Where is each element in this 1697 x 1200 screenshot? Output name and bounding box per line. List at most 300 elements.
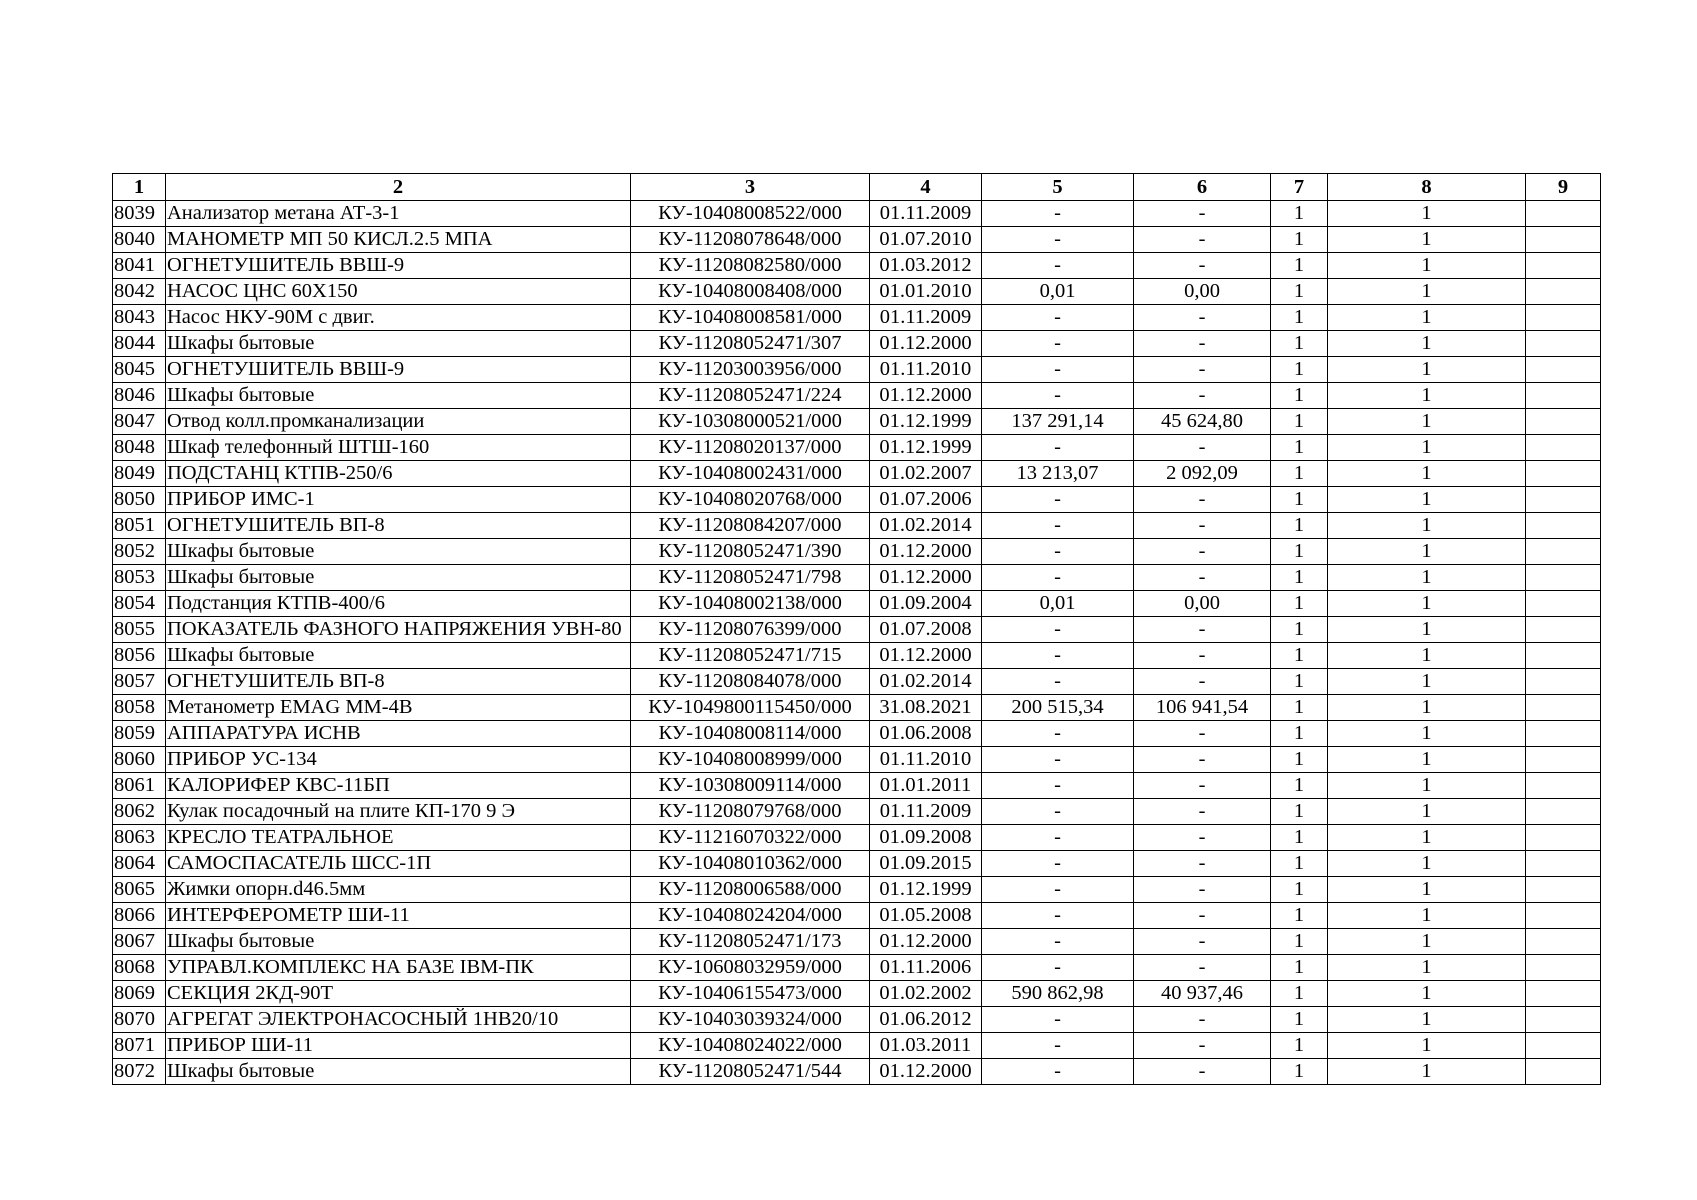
value-6-cell: -: [1134, 513, 1271, 539]
row-number-cell: 8066: [113, 903, 166, 929]
row-number-cell: 8041: [113, 253, 166, 279]
column-header-5: 5: [982, 174, 1134, 201]
qty-8-cell: 1: [1328, 435, 1526, 461]
table-row: [113, 903, 1601, 929]
qty-7-cell: 1: [1271, 279, 1328, 305]
row-number-cell: 8044: [113, 331, 166, 357]
column-header-3: 3: [631, 174, 870, 201]
date-cell: 01.09.2004: [870, 591, 982, 617]
qty-7-cell: 1: [1271, 1059, 1328, 1085]
date-cell: 01.02.2014: [870, 513, 982, 539]
value-5-cell: -: [982, 773, 1134, 799]
qty-7-cell: 1: [1271, 981, 1328, 1007]
inventory-code-cell: КУ-11208052471/715: [631, 643, 870, 669]
value-6-cell: -: [1134, 565, 1271, 591]
qty-7-cell: 1: [1271, 409, 1328, 435]
item-name-cell: ПРИБОР УС-134: [166, 747, 631, 773]
value-6-cell: -: [1134, 201, 1271, 227]
qty-7-cell: 1: [1271, 487, 1328, 513]
inventory-code-cell: КУ-11208076399/000: [631, 617, 870, 643]
qty-8-cell: 1: [1328, 383, 1526, 409]
value-5-cell: -: [982, 1059, 1134, 1085]
col-9-cell: [1526, 227, 1601, 253]
col-9-cell: [1526, 825, 1601, 851]
value-6-cell: -: [1134, 903, 1271, 929]
qty-7-cell: 1: [1271, 643, 1328, 669]
qty-7-cell: 1: [1271, 357, 1328, 383]
item-name-cell: Анализатор метана АТ-3-1: [166, 201, 631, 227]
row-number-cell: 8049: [113, 461, 166, 487]
table-row: [113, 357, 1601, 383]
col-9-cell: [1526, 201, 1601, 227]
row-number-cell: 8063: [113, 825, 166, 851]
qty-7-cell: 1: [1271, 617, 1328, 643]
value-6-cell: -: [1134, 357, 1271, 383]
table-row: [113, 409, 1601, 435]
value-6-cell: -: [1134, 383, 1271, 409]
qty-7-cell: 1: [1271, 955, 1328, 981]
row-number-cell: 8053: [113, 565, 166, 591]
item-name-cell: УПРАВЛ.КОМПЛЕКС НА БАЗЕ IBM-ПК: [166, 955, 631, 981]
value-6-cell: 0,00: [1134, 591, 1271, 617]
value-6-cell: -: [1134, 539, 1271, 565]
inventory-code-cell: КУ-10308009114/000: [631, 773, 870, 799]
col-9-cell: [1526, 1059, 1601, 1085]
col-9-cell: [1526, 721, 1601, 747]
value-6-cell: -: [1134, 851, 1271, 877]
date-cell: 01.02.2002: [870, 981, 982, 1007]
item-name-cell: ОГНЕТУШИТЕЛЬ ВВШ-9: [166, 357, 631, 383]
qty-8-cell: 1: [1328, 903, 1526, 929]
qty-7-cell: 1: [1271, 903, 1328, 929]
qty-8-cell: 1: [1328, 1007, 1526, 1033]
row-number-cell: 8060: [113, 747, 166, 773]
row-number-cell: 8067: [113, 929, 166, 955]
table-body: [113, 201, 1601, 1085]
date-cell: 01.02.2007: [870, 461, 982, 487]
value-6-cell: 106 941,54: [1134, 695, 1271, 721]
date-cell: 01.12.2000: [870, 643, 982, 669]
inventory-code-cell: КУ-10608032959/000: [631, 955, 870, 981]
inventory-code-cell: КУ-11208052471/307: [631, 331, 870, 357]
value-6-cell: -: [1134, 253, 1271, 279]
value-5-cell: -: [982, 929, 1134, 955]
row-number-cell: 8064: [113, 851, 166, 877]
col-9-cell: [1526, 747, 1601, 773]
value-6-cell: 45 624,80: [1134, 409, 1271, 435]
item-name-cell: ПОДСТАНЦ КТПВ-250/6: [166, 461, 631, 487]
date-cell: 01.05.2008: [870, 903, 982, 929]
table-row: [113, 877, 1601, 903]
date-cell: 01.06.2012: [870, 1007, 982, 1033]
qty-8-cell: 1: [1328, 955, 1526, 981]
col-9-cell: [1526, 643, 1601, 669]
row-number-cell: 8055: [113, 617, 166, 643]
col-9-cell: [1526, 981, 1601, 1007]
col-9-cell: [1526, 383, 1601, 409]
qty-7-cell: 1: [1271, 201, 1328, 227]
item-name-cell: Кулак посадочный на плите КП-170 9 Э: [166, 799, 631, 825]
col-9-cell: [1526, 357, 1601, 383]
item-name-cell: ОГНЕТУШИТЕЛЬ ВВШ-9: [166, 253, 631, 279]
value-5-cell: 13 213,07: [982, 461, 1134, 487]
date-cell: 31.08.2021: [870, 695, 982, 721]
col-9-cell: [1526, 487, 1601, 513]
item-name-cell: Шкафы бытовые: [166, 539, 631, 565]
col-9-cell: [1526, 773, 1601, 799]
qty-7-cell: 1: [1271, 929, 1328, 955]
value-5-cell: -: [982, 383, 1134, 409]
qty-8-cell: 1: [1328, 695, 1526, 721]
table-row: [113, 721, 1601, 747]
value-6-cell: -: [1134, 305, 1271, 331]
value-6-cell: 40 937,46: [1134, 981, 1271, 1007]
qty-8-cell: 1: [1328, 513, 1526, 539]
value-5-cell: -: [982, 357, 1134, 383]
item-name-cell: Подстанция КТПВ-400/6: [166, 591, 631, 617]
item-name-cell: ПРИБОР ИМС-1: [166, 487, 631, 513]
date-cell: 01.09.2015: [870, 851, 982, 877]
inventory-code-cell: КУ-10408008114/000: [631, 721, 870, 747]
qty-8-cell: 1: [1328, 851, 1526, 877]
row-number-cell: 8046: [113, 383, 166, 409]
date-cell: 01.11.2009: [870, 201, 982, 227]
value-6-cell: 0,00: [1134, 279, 1271, 305]
qty-8-cell: 1: [1328, 643, 1526, 669]
row-number-cell: 8056: [113, 643, 166, 669]
row-number-cell: 8062: [113, 799, 166, 825]
item-name-cell: СЕКЦИЯ 2КД-90Т: [166, 981, 631, 1007]
date-cell: 01.12.1999: [870, 409, 982, 435]
qty-7-cell: 1: [1271, 721, 1328, 747]
date-cell: 01.12.1999: [870, 435, 982, 461]
value-5-cell: 137 291,14: [982, 409, 1134, 435]
row-number-cell: 8048: [113, 435, 166, 461]
value-6-cell: -: [1134, 617, 1271, 643]
table-row: [113, 747, 1601, 773]
value-6-cell: -: [1134, 773, 1271, 799]
qty-7-cell: 1: [1271, 747, 1328, 773]
item-name-cell: Шкафы бытовые: [166, 1059, 631, 1085]
col-9-cell: [1526, 851, 1601, 877]
item-name-cell: ОГНЕТУШИТЕЛЬ ВП-8: [166, 513, 631, 539]
table-row: [113, 695, 1601, 721]
qty-7-cell: 1: [1271, 331, 1328, 357]
qty-8-cell: 1: [1328, 539, 1526, 565]
value-5-cell: -: [982, 877, 1134, 903]
inventory-code-cell: КУ-11208084078/000: [631, 669, 870, 695]
inventory-code-cell: КУ-11208020137/000: [631, 435, 870, 461]
qty-8-cell: 1: [1328, 799, 1526, 825]
inventory-code-cell: КУ-11208006588/000: [631, 877, 870, 903]
header-row: [113, 174, 1601, 201]
inventory-code-cell: КУ-11208084207/000: [631, 513, 870, 539]
column-header-1: 1: [113, 174, 166, 201]
date-cell: 01.03.2012: [870, 253, 982, 279]
table-row: [113, 981, 1601, 1007]
col-9-cell: [1526, 591, 1601, 617]
col-9-cell: [1526, 955, 1601, 981]
value-6-cell: -: [1134, 1007, 1271, 1033]
date-cell: 01.11.2009: [870, 799, 982, 825]
qty-8-cell: 1: [1328, 201, 1526, 227]
row-number-cell: 8043: [113, 305, 166, 331]
value-5-cell: -: [982, 331, 1134, 357]
qty-8-cell: 1: [1328, 253, 1526, 279]
column-header-8: 8: [1328, 174, 1526, 201]
item-name-cell: ПРИБОР ШИ-11: [166, 1033, 631, 1059]
value-6-cell: -: [1134, 955, 1271, 981]
value-5-cell: -: [982, 201, 1134, 227]
table-row: [113, 539, 1601, 565]
inventory-code-cell: КУ-11216070322/000: [631, 825, 870, 851]
row-number-cell: 8058: [113, 695, 166, 721]
inventory-code-cell: КУ-11208078648/000: [631, 227, 870, 253]
date-cell: 01.02.2014: [870, 669, 982, 695]
value-5-cell: -: [982, 513, 1134, 539]
date-cell: 01.12.2000: [870, 565, 982, 591]
value-5-cell: -: [982, 227, 1134, 253]
table-row: [113, 1059, 1601, 1085]
table-row: [113, 591, 1601, 617]
row-number-cell: 8054: [113, 591, 166, 617]
qty-7-cell: 1: [1271, 773, 1328, 799]
row-number-cell: 8039: [113, 201, 166, 227]
value-6-cell: -: [1134, 799, 1271, 825]
item-name-cell: Шкафы бытовые: [166, 331, 631, 357]
inventory-code-cell: КУ-10403039324/000: [631, 1007, 870, 1033]
item-name-cell: Шкафы бытовые: [166, 929, 631, 955]
item-name-cell: КАЛОРИФЕР КВС-11БП: [166, 773, 631, 799]
row-number-cell: 8057: [113, 669, 166, 695]
inventory-code-cell: КУ-10408008522/000: [631, 201, 870, 227]
col-9-cell: [1526, 279, 1601, 305]
item-name-cell: МАНОМЕТР МП 50 КИСЛ.2.5 МПА: [166, 227, 631, 253]
qty-7-cell: 1: [1271, 591, 1328, 617]
value-5-cell: -: [982, 955, 1134, 981]
value-5-cell: -: [982, 669, 1134, 695]
value-5-cell: -: [982, 253, 1134, 279]
inventory-code-cell: КУ-10308000521/000: [631, 409, 870, 435]
table-row: [113, 643, 1601, 669]
inventory-code-cell: КУ-10408008581/000: [631, 305, 870, 331]
qty-8-cell: 1: [1328, 929, 1526, 955]
table-row: [113, 565, 1601, 591]
qty-7-cell: 1: [1271, 695, 1328, 721]
item-name-cell: САМОСПАСАТЕЛЬ ШСС-1П: [166, 851, 631, 877]
value-6-cell: -: [1134, 669, 1271, 695]
table-row: [113, 617, 1601, 643]
table-row: [113, 955, 1601, 981]
qty-8-cell: 1: [1328, 981, 1526, 1007]
inventory-code-cell: КУ-11208052471/173: [631, 929, 870, 955]
item-name-cell: АППАРАТУРА ИСНВ: [166, 721, 631, 747]
column-header-6: 6: [1134, 174, 1271, 201]
value-6-cell: -: [1134, 1059, 1271, 1085]
table-row: [113, 1007, 1601, 1033]
value-6-cell: -: [1134, 435, 1271, 461]
qty-7-cell: 1: [1271, 383, 1328, 409]
table-row: [113, 669, 1601, 695]
table-row: [113, 1033, 1601, 1059]
col-9-cell: [1526, 669, 1601, 695]
inventory-code-cell: КУ-11203003956/000: [631, 357, 870, 383]
qty-7-cell: 1: [1271, 565, 1328, 591]
value-6-cell: -: [1134, 1033, 1271, 1059]
qty-8-cell: 1: [1328, 617, 1526, 643]
item-name-cell: Шкафы бытовые: [166, 643, 631, 669]
table-row: [113, 305, 1601, 331]
date-cell: 01.03.2011: [870, 1033, 982, 1059]
table-row: [113, 435, 1601, 461]
value-6-cell: -: [1134, 721, 1271, 747]
value-5-cell: -: [982, 617, 1134, 643]
col-9-cell: [1526, 565, 1601, 591]
qty-7-cell: 1: [1271, 461, 1328, 487]
row-number-cell: 8072: [113, 1059, 166, 1085]
value-6-cell: -: [1134, 227, 1271, 253]
row-number-cell: 8040: [113, 227, 166, 253]
qty-8-cell: 1: [1328, 461, 1526, 487]
date-cell: 01.12.2000: [870, 383, 982, 409]
inventory-code-cell: КУ-10408010362/000: [631, 851, 870, 877]
inventory-code-cell: КУ-11208082580/000: [631, 253, 870, 279]
value-5-cell: -: [982, 305, 1134, 331]
table-row: [113, 799, 1601, 825]
value-6-cell: -: [1134, 877, 1271, 903]
item-name-cell: Насос НКУ-90М с двиг.: [166, 305, 631, 331]
inventory-code-cell: КУ-10408008408/000: [631, 279, 870, 305]
inventory-code-cell: КУ-10408002138/000: [631, 591, 870, 617]
item-name-cell: НАСОС ЦНС 60Х150: [166, 279, 631, 305]
date-cell: 01.11.2010: [870, 747, 982, 773]
date-cell: 01.09.2008: [870, 825, 982, 851]
item-name-cell: КРЕСЛО ТЕАТРАЛЬНОЕ: [166, 825, 631, 851]
col-9-cell: [1526, 903, 1601, 929]
qty-7-cell: 1: [1271, 669, 1328, 695]
row-number-cell: 8071: [113, 1033, 166, 1059]
qty-8-cell: 1: [1328, 877, 1526, 903]
item-name-cell: Метанометр EMAG ММ-4В: [166, 695, 631, 721]
qty-8-cell: 1: [1328, 331, 1526, 357]
date-cell: 01.11.2010: [870, 357, 982, 383]
table-row: [113, 383, 1601, 409]
column-header-4: 4: [870, 174, 982, 201]
qty-7-cell: 1: [1271, 825, 1328, 851]
item-name-cell: ПОКАЗАТЕЛЬ ФАЗНОГО НАПРЯЖЕНИЯ УВН-80: [166, 617, 631, 643]
value-5-cell: -: [982, 565, 1134, 591]
qty-8-cell: 1: [1328, 747, 1526, 773]
inventory-code-cell: КУ-10406155473/000: [631, 981, 870, 1007]
value-5-cell: 590 862,98: [982, 981, 1134, 1007]
value-5-cell: -: [982, 799, 1134, 825]
table-row: [113, 201, 1601, 227]
value-5-cell: -: [982, 643, 1134, 669]
row-number-cell: 8068: [113, 955, 166, 981]
table-row: [113, 825, 1601, 851]
value-5-cell: -: [982, 539, 1134, 565]
value-6-cell: -: [1134, 747, 1271, 773]
col-9-cell: [1526, 617, 1601, 643]
col-9-cell: [1526, 1033, 1601, 1059]
table-row: [113, 331, 1601, 357]
qty-8-cell: 1: [1328, 669, 1526, 695]
date-cell: 01.12.2000: [870, 1059, 982, 1085]
value-5-cell: 0,01: [982, 279, 1134, 305]
qty-8-cell: 1: [1328, 409, 1526, 435]
date-cell: 01.12.2000: [870, 331, 982, 357]
item-name-cell: Шкаф телефонный ШТШ-160: [166, 435, 631, 461]
date-cell: 01.01.2010: [870, 279, 982, 305]
item-name-cell: Жимки опорн.d46.5мм: [166, 877, 631, 903]
table-row: [113, 227, 1601, 253]
date-cell: 01.07.2006: [870, 487, 982, 513]
row-number-cell: 8050: [113, 487, 166, 513]
row-number-cell: 8047: [113, 409, 166, 435]
col-9-cell: [1526, 695, 1601, 721]
value-6-cell: -: [1134, 643, 1271, 669]
qty-8-cell: 1: [1328, 1059, 1526, 1085]
qty-7-cell: 1: [1271, 305, 1328, 331]
col-9-cell: [1526, 877, 1601, 903]
date-cell: 01.11.2006: [870, 955, 982, 981]
row-number-cell: 8059: [113, 721, 166, 747]
row-number-cell: 8045: [113, 357, 166, 383]
qty-8-cell: 1: [1328, 591, 1526, 617]
date-cell: 01.12.2000: [870, 929, 982, 955]
row-number-cell: 8051: [113, 513, 166, 539]
item-name-cell: ИНТЕРФЕРОМЕТР ШИ-11: [166, 903, 631, 929]
qty-7-cell: 1: [1271, 253, 1328, 279]
col-9-cell: [1526, 799, 1601, 825]
qty-8-cell: 1: [1328, 487, 1526, 513]
value-5-cell: -: [982, 721, 1134, 747]
date-cell: 01.11.2009: [870, 305, 982, 331]
column-header-9: 9: [1526, 174, 1601, 201]
inventory-code-cell: КУ-10408020768/000: [631, 487, 870, 513]
row-number-cell: 8065: [113, 877, 166, 903]
column-header-7: 7: [1271, 174, 1328, 201]
inventory-table: [112, 173, 1601, 1085]
qty-8-cell: 1: [1328, 721, 1526, 747]
row-number-cell: 8052: [113, 539, 166, 565]
value-6-cell: -: [1134, 487, 1271, 513]
inventory-code-cell: КУ-10408002431/000: [631, 461, 870, 487]
qty-7-cell: 1: [1271, 435, 1328, 461]
col-9-cell: [1526, 1007, 1601, 1033]
item-name-cell: Шкафы бытовые: [166, 383, 631, 409]
inventory-code-cell: КУ-11208052471/798: [631, 565, 870, 591]
qty-8-cell: 1: [1328, 1033, 1526, 1059]
qty-7-cell: 1: [1271, 513, 1328, 539]
row-number-cell: 8070: [113, 1007, 166, 1033]
value-6-cell: -: [1134, 331, 1271, 357]
qty-7-cell: 1: [1271, 851, 1328, 877]
col-9-cell: [1526, 331, 1601, 357]
table-row: [113, 279, 1601, 305]
table-row: [113, 487, 1601, 513]
qty-8-cell: 1: [1328, 227, 1526, 253]
value-5-cell: -: [982, 1033, 1134, 1059]
col-9-cell: [1526, 253, 1601, 279]
table-row: [113, 253, 1601, 279]
value-5-cell: -: [982, 825, 1134, 851]
inventory-code-cell: КУ-10408024204/000: [631, 903, 870, 929]
col-9-cell: [1526, 435, 1601, 461]
row-number-cell: 8042: [113, 279, 166, 305]
inventory-code-cell: КУ-10408024022/000: [631, 1033, 870, 1059]
item-name-cell: АГРЕГАТ ЭЛЕКТРОНАСОСНЫЙ 1НВ20/10: [166, 1007, 631, 1033]
